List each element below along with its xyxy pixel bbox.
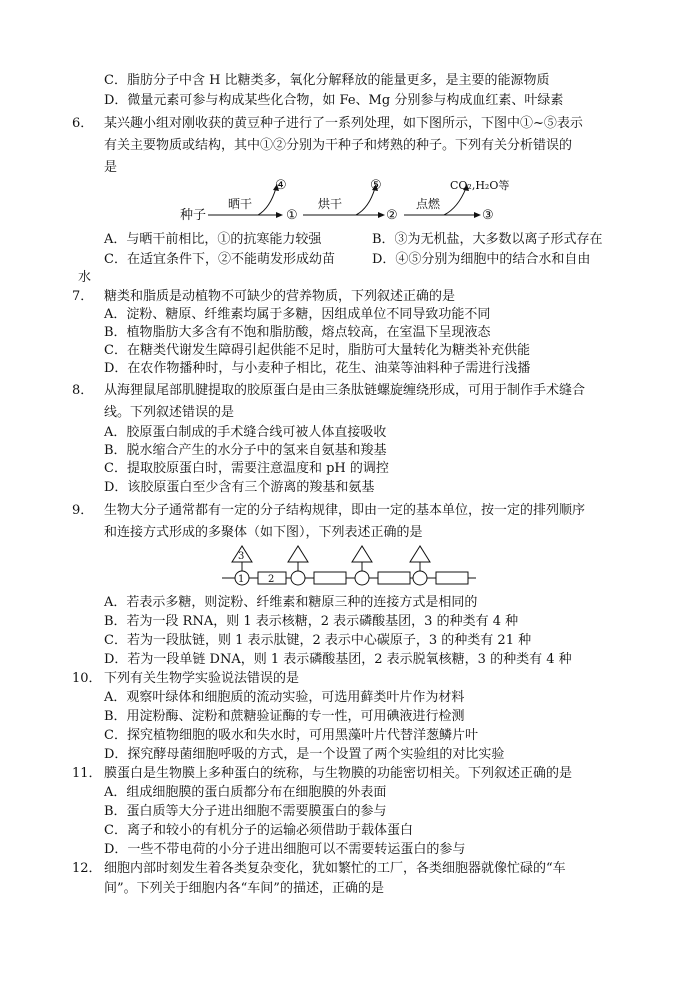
- question-7-line-1: 糖类和脂质是动植物不可缺少的营养物质，下列叙述正确的是: [104, 289, 456, 304]
- step-dry-sun: 晒干: [228, 197, 253, 211]
- product-1-label: ①: [286, 208, 298, 223]
- branch-4-label: ④: [275, 178, 287, 193]
- question-7-option-d: D．在农作物播种时，与小麦种子相比，花生、油菜等油料种子需进行浅播: [104, 361, 531, 376]
- question-9-line-1: 生物大分子通常都有一定的分子结构规律，即由一定的基本单位，按一定的排列顺序: [104, 503, 586, 518]
- question-10-option-a: A．观察叶绿体和细胞质的流动实验，可选用藓类叶片作为材料: [104, 690, 465, 705]
- question-6-option-c: C．在适宜条件下，②不能萌发形成幼苗: [104, 252, 335, 267]
- question-9-option-d: D．若为一段单链 DNA，则 1 表示磷酸基团，2 表示脱氧核糖，3 的种类有 4 种: [104, 652, 572, 667]
- branch-co2-label: CO₂,H₂O等: [450, 179, 510, 192]
- question-6-line-1: 某兴趣小组对刚收获的黄豆种子进行了一系列处理，如下图所示，下图中①~⑤表示: [104, 116, 583, 131]
- arrow-1-head: [276, 212, 283, 218]
- triangle-unit-2: [288, 546, 308, 562]
- question-10-option-b: B．用淀粉酶、淀粉和蔗糖验证酶的专一性，可用碘液进行检测: [104, 709, 465, 724]
- question-11-option-c: C．离子和较小的有机分子的运输必须借助于载体蛋白: [104, 823, 413, 838]
- question-9-option-c: C．若为一段肽链，则 1 表示肽键，2 表示中心碳原子，3 的种类有 21 种: [104, 633, 532, 648]
- polymer-chain-diagram: [218, 544, 480, 590]
- rect-label: 2: [268, 574, 275, 585]
- question-8-option-c: C．提取胶原蛋白时，需要注意温度和 pH 的调控: [104, 461, 389, 476]
- question-11-option-a: A．组成细胞膜的蛋白质都分布在细胞膜的外表面: [104, 785, 387, 800]
- triangle-label: 3: [238, 551, 245, 562]
- question-7-option-c: C．在糖类代谢发生障碍引起供能不足时，脂肪可大量转化为糖类补充供能: [104, 343, 530, 358]
- triangle-unit-3: [352, 546, 372, 562]
- question-12-number: 12．: [72, 861, 102, 876]
- question-9-number: 9．: [72, 503, 94, 518]
- question-11-option-d: D．一些不带电荷的小分子进出细胞可以不需要转运蛋白的参与: [104, 842, 466, 857]
- question-10-option-c: C．探究植物细胞的吸水和失水时，可用黑藻叶片代替洋葱鳞片叶: [104, 728, 478, 743]
- arrow-2-head: [378, 212, 385, 218]
- question-12-line-1: 细胞内部时刻发生着各类复杂变化，犹如繁忙的工厂，各类细胞器就像忙碌的“车: [104, 861, 566, 876]
- question-7-option-a: A．淀粉、糖原、纤维素均属于多糖，因组成单位不同导致功能不同: [104, 307, 491, 322]
- product-3-label: ③: [482, 208, 494, 223]
- question-12-line-2: 间”。下列关于细胞内各“车间”的描述，正确的是: [104, 881, 384, 896]
- question-11-option-b: B．蛋白质等大分子进出细胞不需要膜蛋白的参与: [104, 804, 387, 819]
- question-6-option-d-overflow: 水: [78, 270, 92, 285]
- question-10-number: 10．: [72, 671, 102, 686]
- question-8-option-d: D．该胶原蛋白至少含有三个游离的羧基和氨基: [104, 480, 375, 495]
- option-d-prev: D．微量元素可参与构成某些化合物，如 Fe、Mg 分别参与构成血红素、叶绿素: [104, 93, 564, 108]
- rect-unit-4: [436, 572, 468, 584]
- circle-unit-4: [413, 571, 427, 585]
- question-8-line-1: 从海狸鼠尾部肌腱提取的胶原蛋白是由三条肽链螺旋缠绕形成，可用于制作手术缝合: [104, 383, 586, 398]
- step-ignite: 点燃: [416, 197, 441, 211]
- option-c-prev: C．脂肪分子中含 H 比糖类多，氧化分解释放的能量更多，是主要的能源物质: [104, 73, 550, 88]
- question-7-number: 7．: [72, 289, 94, 304]
- branch-3-curve: [444, 188, 466, 215]
- question-6-line-3: 是: [104, 160, 118, 175]
- question-6-option-a: A．与晒干前相比，①的抗寒能力较强: [104, 232, 322, 247]
- question-6-line-2: 有关主要物质或结构，其中①②分别为干种子和烤熟的种子。下列有关分析错误的: [104, 138, 573, 153]
- rect-unit-2: [314, 572, 346, 584]
- question-8-number: 8．: [72, 383, 94, 398]
- question-11-number: 11．: [72, 766, 102, 781]
- rect-unit-3: [378, 572, 410, 584]
- question-7-option-b: B．植物脂肪大多含有不饱和脂肪酸，熔点较高，在室温下呈现液态: [104, 325, 491, 340]
- question-8-line-2: 线。下列叙述错误的是: [104, 405, 235, 420]
- diagram-seed-label: 种子: [180, 208, 207, 223]
- question-8-option-a: A．胶原蛋白制成的手术缝合线可被人体直接吸收: [104, 425, 387, 440]
- question-8-option-b: B．脱水缩合产生的水分子中的氢来自氨基和羧基: [104, 443, 387, 458]
- triangle-unit-4: [410, 546, 430, 562]
- question-11-line-1: 膜蛋白是生物膜上多种蛋白的统称，与生物膜的功能密切相关。下列叙述正确的是: [104, 766, 573, 781]
- circle-unit-2: [291, 571, 305, 585]
- branch-1-curve: [258, 188, 276, 215]
- product-2-label: ②: [386, 208, 398, 223]
- question-10-line-1: 下列有关生物学实验说法错误的是: [104, 671, 300, 686]
- question-6-number: 6．: [72, 116, 94, 131]
- question-9-line-2: 和连接方式形成的多聚体（如下图），下列表述正确的是: [104, 525, 423, 540]
- question-9-option-a: A．若表示多糖，则淀粉、纤维素和糖原三种的连接方式是相同的: [104, 595, 478, 610]
- question-6-option-b: B．③为无机盐，大多数以离子形式存在: [372, 232, 603, 247]
- question-9-option-b: B．若为一段 RNA，则 1 表示核糖，2 表示磷酸基团，3 的种类有 4 种: [104, 614, 519, 629]
- circle-label: 1: [238, 574, 245, 585]
- seed-treatment-diagram: [178, 176, 538, 228]
- branch-5-label: ⑤: [370, 178, 382, 193]
- arrow-3-head: [474, 212, 481, 218]
- step-dry-oven: 烘干: [318, 197, 343, 211]
- question-6-option-d: D．④⑤分别为细胞中的结合水和自由: [372, 252, 591, 267]
- question-10-option-d: D．探究酵母菌细胞呼吸的方式，是一个设置了两个实验组的对比实验: [104, 747, 505, 762]
- circle-unit-3: [355, 571, 369, 585]
